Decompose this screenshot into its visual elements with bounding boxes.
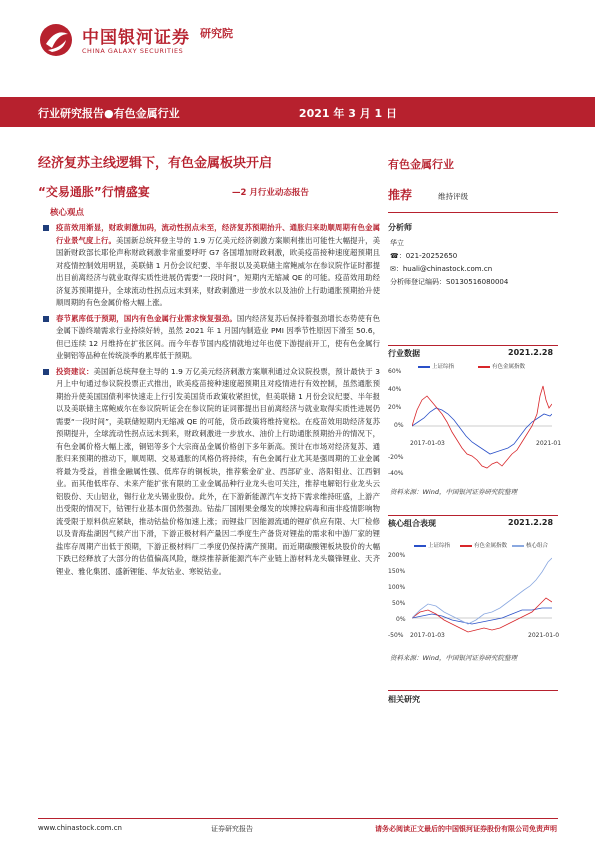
core-portfolio-date: 2021.2.28 [508,518,554,527]
divider [388,690,558,691]
company-logo [38,20,248,66]
x-tick-label: 2021-01 [536,440,562,447]
y-tick-label: 20% [388,404,402,411]
rating-note: 维持评级 [438,192,468,201]
paragraph-highlight: 春节累库低于预期，国内有色金属行业需求恢复强劲。 [56,313,237,323]
footer-report-type: 证券研究报告 [211,825,253,833]
series-line-shanghai [412,608,552,624]
analyst-name: 华立 [390,239,404,247]
core-portfolio-chart [388,532,558,642]
recommendation: 推荐 [388,188,413,202]
paragraph-highlight: 疫苗效用渐显，财政刺激加码，流动性拐点未至，经济复苏预期抬升、通胀归来助顺周期有色金属行业景气度上行。 [56,223,380,245]
related-research-heading: 相关研究 [388,695,420,704]
core-portfolio-lines [412,554,552,634]
y-tick-label: -40% [388,470,404,477]
report-subtitle: “交易通胀”行情盛宴 [38,185,150,199]
legend-item: 有色金属指数 [460,541,507,549]
industry-data-date: 2021.2.28 [508,348,554,357]
industry-index-lines [412,370,552,474]
galaxy-logo-icon [38,22,74,58]
legend-item: 核心组合 [512,541,548,549]
y-tick-label: 0% [396,616,406,623]
report-title: 经济复苏主线逻辑下，有色金属板块开启 [38,156,273,171]
paragraph-text: 美国新总统拜登主导的 1.9 万亿美元经济刺激方案顺利推出可能性大幅提升，美国新财政部长耶伦声称财政刺激非常重要呼吁 G7 各国增加财政刺激，欧美疫苗接种速度超预期且对疫情控制效用明显，美联储 1 月份会议纪要、半年报以及美联储主席鲍威尔在参议院作证时都提出目前离经济与就业取得实质性进展仍需要“一段时间”，短期内无缩减 QE 的可能。疫苗效用助经济复苏预期提升，全球流动性拐点远未到来，财政刺激进一步放水以及油价上行助通胀预期抬升使顺周期的有色金属价格大幅上涨。 [56,235,380,307]
divider [388,212,558,213]
series-line-nonferrous [412,386,552,468]
institute-label: 研究院 [200,27,233,40]
footer-disclaimer: 请务必阅读正文最后的中国银河证券股份有限公司免责声明 [375,825,557,833]
legend-item: 上证综指 [414,541,450,549]
bullet-icon [43,225,49,231]
y-tick-label: 0% [394,422,404,429]
bullet-icon [43,316,49,322]
chart-source: 资料来源：Wind，中国银河证券研究院整理 [390,654,517,662]
paragraph-text: 国内经济复苏后保持着强劲增长态势使有色金属下游终端需求行业持续好转，虽然 2021 年 1 月国内制造业 PMI 因季节性原因下滑至 50.6，但已连续 12 月维持在扩张区间。而今年春节国内疫情就地过年也使下游提前开工，使有色金属行业铜铝等品种在传统淡季的累库低于预期。 [56,313,380,360]
x-tick-label: 2021-01-0 [528,632,560,639]
y-tick-label: 60% [388,368,402,375]
logo-english-name: CHINA GALAXY SECURITIES [82,47,184,55]
chart-source: 资料来源：Wind，中国银河证券研究院整理 [390,488,517,496]
divider [388,515,558,516]
analyst-phone: ☎：021-20252650 [390,252,458,260]
industry-data-heading: 行业数据 [388,349,420,358]
analyst-heading: 分析师 [388,223,412,232]
report-date: 2021 年 3 月 1 日 [298,107,397,120]
paragraph-investment [42,366,380,579]
industry-name: 有色金属行业 [388,158,454,171]
y-tick-label: 200% [388,552,406,559]
analyst-cert: 分析师登记编码：S0130516080004 [390,278,509,286]
legend-item: 有色金属指数 [478,362,525,370]
divider [388,345,558,346]
report-subtitle-series: —2 月行业动态报告 [232,188,309,198]
legend-item: 上证综指 [418,362,454,370]
core-portfolio-heading: 核心组合表现 [388,519,436,528]
y-tick-label: 150% [388,568,406,575]
footer-divider [38,818,558,819]
bullet-icon [43,369,49,375]
series-line-nonferrous [412,598,552,632]
report-banner [0,97,595,127]
analyst-email: ✉：huali@chinastock.com.cn [390,265,493,273]
report-body [42,222,380,581]
y-tick-label: -50% [388,632,404,639]
series-line-shanghai [412,408,552,454]
y-tick-label: 100% [388,584,406,591]
report-type: 行业研究报告●有色金属行业 [38,107,180,120]
y-tick-label: -20% [388,454,404,461]
paragraph-highlight: 投资建议： [56,366,94,376]
x-tick-label: 2017-01-03 [410,632,445,639]
x-tick-label: 2017-01-03 [410,440,445,447]
core-views-heading: 核心观点 [50,208,85,218]
logo-chinese-name: 中国银河证券 [82,28,190,48]
y-tick-label: 40% [388,386,402,393]
industry-index-chart [388,360,562,478]
footer-website[interactable]: www.chinastock.com.cn [38,824,122,832]
paragraph-spring-festival [42,313,380,363]
paragraph-vaccine [42,222,380,310]
y-tick-label: 50% [392,600,406,607]
paragraph-text: 美国新总统拜登主导的 1.9 万亿美元经济刺激方案顺利通过众议院投票，预计最快于 3 月上中旬通过参议院投票正式推出，欧美疫苗接种速度超预期且对疫情进行有效控制，虽然通胀预期抬升使美国国债利率快速走上行引发美国货币政策收紧担忧，但美联储 1 月份会议纪要、半年报以及美联储主席鲍威尔在参议院听证会在参议院的证词都提出目前离经济与就业取得实质性进展仍需要“一段时间”，美联储短期内无缩减 QE 的可能，货币政策将维持宽松。在疫苗效用助经济复苏预期提升，全球流动性拐点远未到来，财政刺激进一步放水、油价上行助通胀预期抬升的情况下，有色金属价格大幅上涨，铜铝等多个大宗商品金属价格创下多年新高。预计在市场对经济复苏、通胀归来预期的推动下，顺周期、交易通胀的风格仍将持续，有色金属行业尤其是强周期的工业金属将最为受益，首推金融属性强、低库存的铜板块，推荐紫金矿业、西部矿业、洛阳钼业、江西铜业。而其他低库存、未来产能扩张有限的工业金属品种行业龙头也可关注，推荐电解铝行业龙头云铝股份、天山铝业，锡行业龙头锡业股份。此外，在下游新能源汽车支持下需求维持旺盛，上游产出受限的情况下，钴锂行业基本面仍然强劲。钴盐厂国刚果金爆发的埃博拉病毒和南非疫情影响物流受限于原料供应紧缺，推动钴盐价格加速上涨；而锂盐厂因能源流通的锂矿供应有限、大厂检修以及青海盐湖因气候产出下滑，下游正极材料产量因二季度生产备货对锂盐的需求和中游厂家的锂盐库存周期产出低于预期，下游正极材料厂二季度仍保持满产预期。而近期碳酸锂板块股价的大幅下跌已经释放了大部分的估值偏高风险，继续推荐新能源汽车产业链上游材料龙头赣锋锂业、天齐锂业、雅化集团、盛新锂能、华友钴业、寒锐钴业。 [56,366,380,576]
